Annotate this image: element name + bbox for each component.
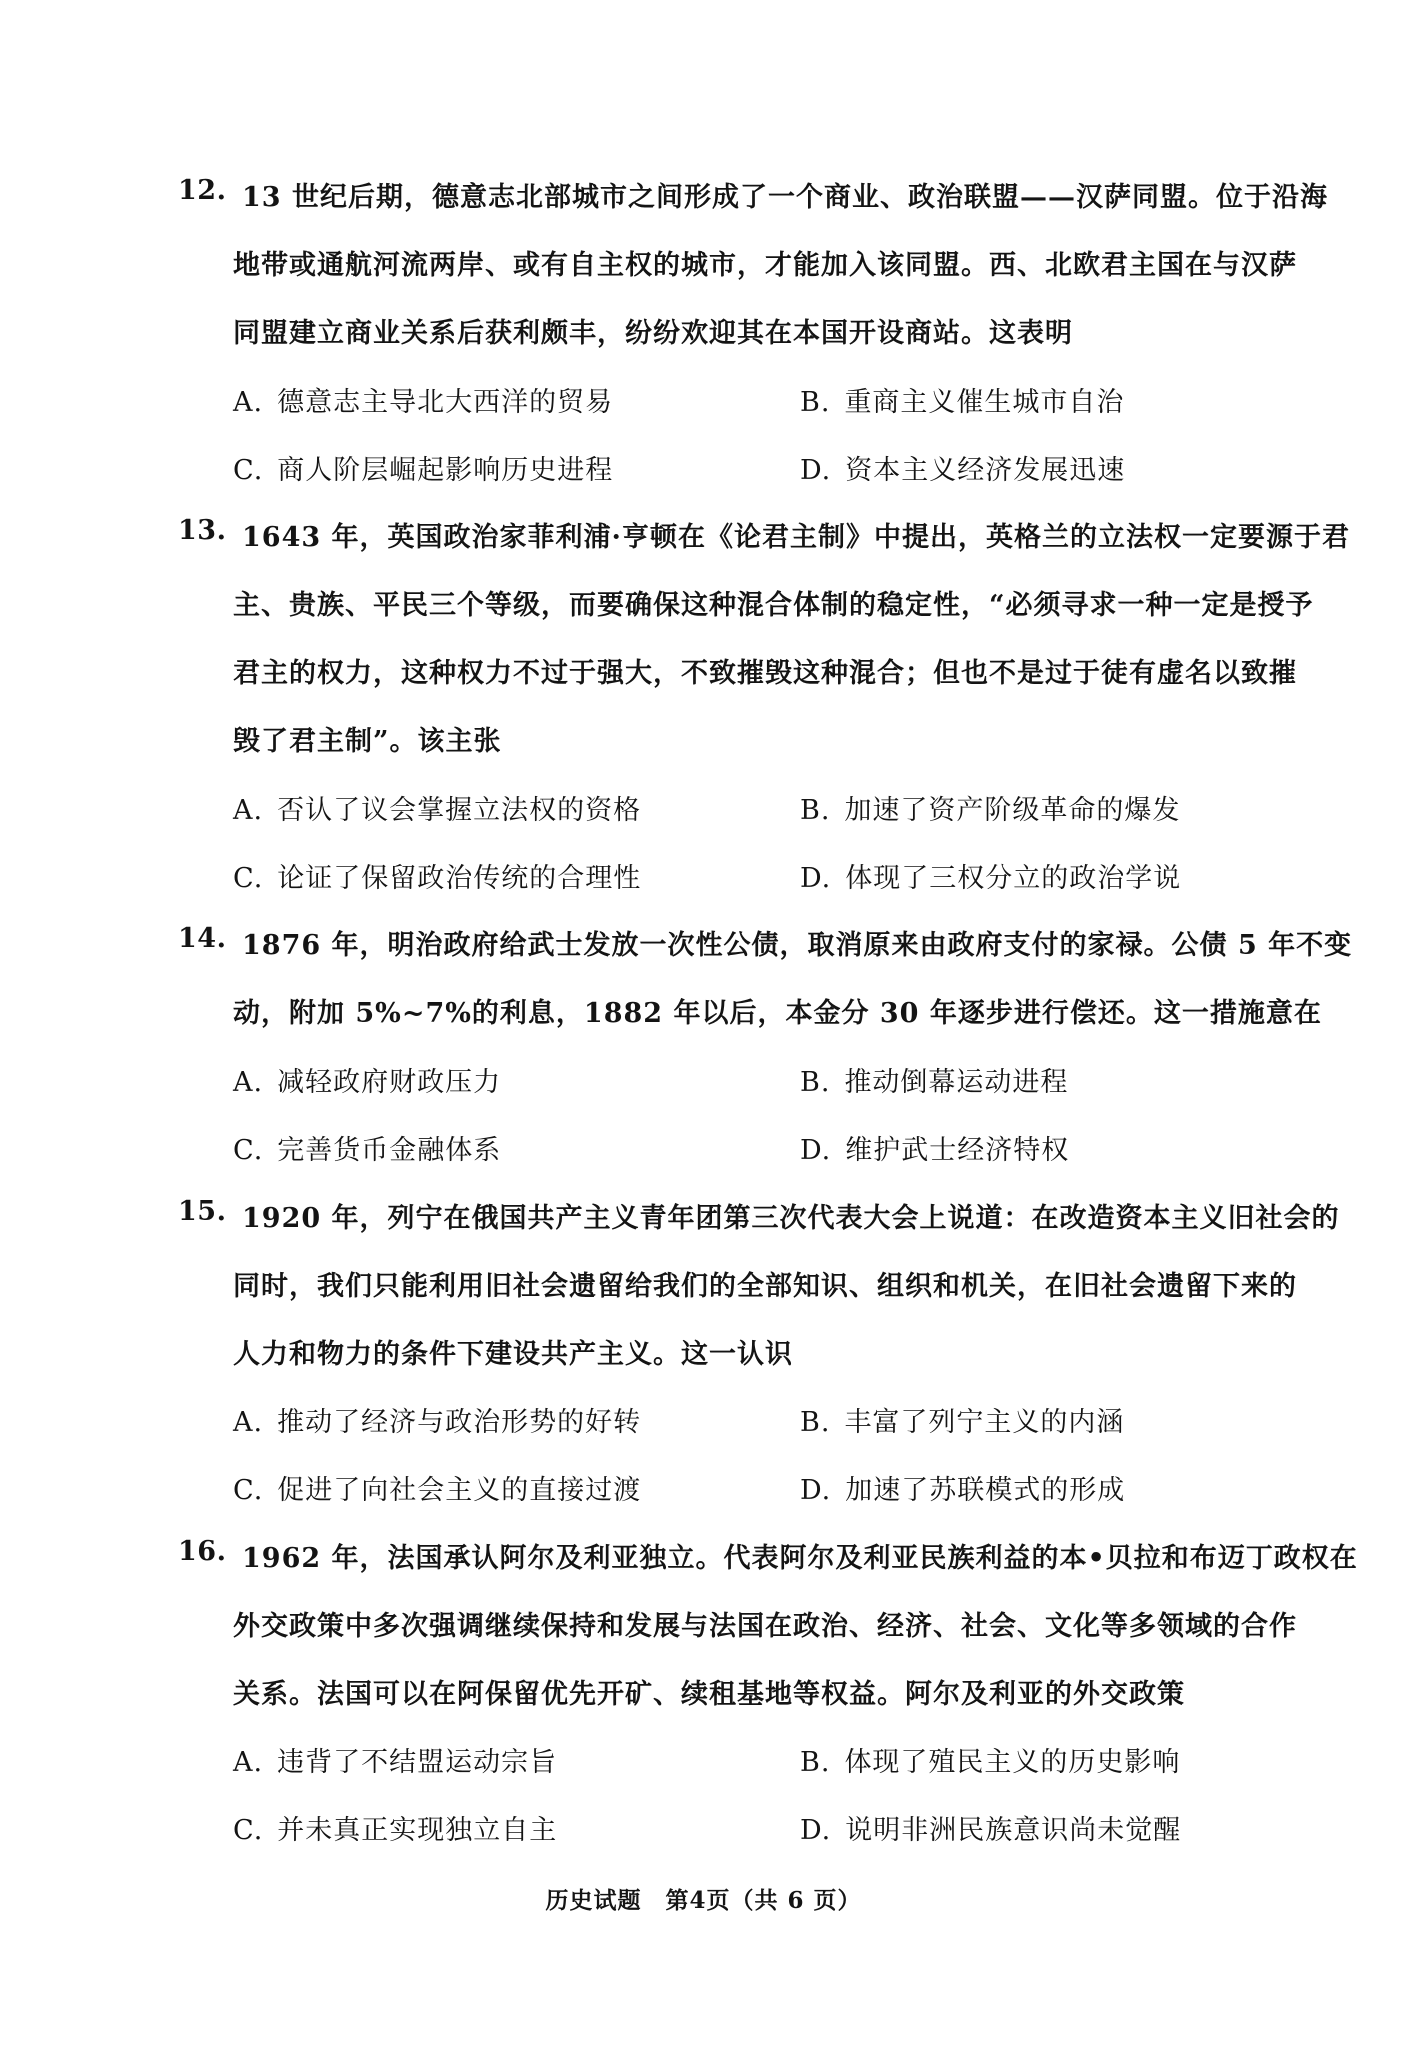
option-text: 论证了保留政治传统的合理性 xyxy=(277,863,642,894)
option-text: 减轻政府财政压力 xyxy=(277,1067,502,1098)
option-b xyxy=(800,1060,1068,1099)
question-stem-line: 君主的权力，这种权力不过于强大，不致摧毁这种混合；但也不是过于徒有虚名以致摧 xyxy=(233,658,1297,689)
option-letter: C. xyxy=(233,1815,264,1846)
option-a xyxy=(233,788,641,827)
option-letter: B. xyxy=(800,795,831,826)
option-c xyxy=(233,1808,557,1847)
option-d xyxy=(800,856,1181,895)
question-number: 14. xyxy=(178,923,227,954)
option-b xyxy=(800,1740,1180,1779)
option-a xyxy=(233,380,613,419)
question-number: 15. xyxy=(178,1196,227,1227)
question-stem-line: 1876 年，明治政府给武士发放一次性公债，取消原来由政府支付的家禄。公债 5 年不变 xyxy=(242,930,1353,961)
question-stem-line: 毁了君主制”。该主张 xyxy=(233,726,502,757)
option-text: 促进了向社会主义的直接过渡 xyxy=(277,1475,642,1506)
option-text: 维护武士经济特权 xyxy=(845,1135,1070,1166)
question-number: 13. xyxy=(178,515,227,546)
option-letter: D. xyxy=(800,455,832,486)
option-c xyxy=(233,1468,641,1507)
option-b xyxy=(800,380,1124,419)
option-letter: C. xyxy=(233,1475,264,1506)
option-b xyxy=(800,788,1180,827)
question-stem-line: 同盟建立商业关系后获利颇丰，纷纷欢迎其在本国开设商站。这表明 xyxy=(233,318,1073,349)
option-c xyxy=(233,1128,501,1167)
option-text: 推动了经济与政治形势的好转 xyxy=(277,1407,642,1438)
option-letter: A. xyxy=(233,387,264,418)
option-letter: B. xyxy=(800,1407,831,1438)
question-number: 16. xyxy=(178,1536,227,1567)
option-letter: C. xyxy=(233,863,264,894)
option-c xyxy=(233,856,641,895)
option-text: 说明非洲民族意识尚未觉醒 xyxy=(845,1815,1182,1846)
option-d xyxy=(800,1128,1069,1167)
option-text: 否认了议会掌握立法权的资格 xyxy=(277,795,642,826)
option-a xyxy=(233,1740,557,1779)
option-text: 丰富了列宁主义的内涵 xyxy=(844,1407,1125,1438)
question-stem-line: 地带或通航河流两岸、或有自主权的城市，才能加入该同盟。西、北欧君主国在与汉萨 xyxy=(233,250,1297,281)
option-letter: B. xyxy=(800,1067,831,1098)
question-stem-line: 动，附加 5%~7%的利息，1882 年以后，本金分 30 年逐步进行偿还。这一措施意在 xyxy=(233,998,1322,1029)
question-stem-line: 1643 年，英国政治家菲利浦·亨顿在《论君主制》中提出，英格兰的立法权一定要源于君 xyxy=(242,522,1350,553)
option-text: 体现了殖民主义的历史影响 xyxy=(844,1747,1181,1778)
option-letter: D. xyxy=(800,863,832,894)
question-number: 12. xyxy=(178,175,227,206)
option-d xyxy=(800,1808,1181,1847)
option-d xyxy=(800,448,1125,487)
question-stem-line: 1920 年，列宁在俄国共产主义青年团第三次代表大会上说道：在改造资本主义旧社会的 xyxy=(242,1203,1340,1234)
question-stem-line: 13 世纪后期，德意志北部城市之间形成了一个商业、政治联盟——汉萨同盟。位于沿海 xyxy=(242,182,1328,213)
option-d xyxy=(800,1468,1125,1507)
option-text: 推动倒幕运动进程 xyxy=(844,1067,1069,1098)
option-text: 完善货币金融体系 xyxy=(277,1135,502,1166)
option-letter: A. xyxy=(233,795,264,826)
option-text: 违背了不结盟运动宗旨 xyxy=(277,1747,558,1778)
question-stem-line: 人力和物力的条件下建设共产主义。这一认识 xyxy=(233,1339,793,1370)
question-stem-line: 关系。法国可以在阿保留优先开矿、续租基地等权益。阿尔及利亚的外交政策 xyxy=(233,1679,1185,1710)
option-letter: D. xyxy=(800,1815,832,1846)
option-letter: D. xyxy=(800,1475,832,1506)
option-letter: C. xyxy=(233,1135,264,1166)
page-footer: 历史试题 第4页（共 6 页） xyxy=(545,1887,862,1914)
question-stem-line: 外交政策中多次强调继续保持和发展与法国在政治、经济、社会、文化等多领域的合作 xyxy=(233,1611,1297,1642)
question-stem-line: 主、贵族、平民三个等级，而要确保这种混合体制的稳定性，“必须寻求一种一定是授予 xyxy=(233,590,1314,621)
option-a xyxy=(233,1060,501,1099)
option-text: 体现了三权分立的政治学说 xyxy=(845,863,1182,894)
option-letter: B. xyxy=(800,387,831,418)
option-letter: D. xyxy=(800,1135,832,1166)
option-text: 加速了苏联模式的形成 xyxy=(845,1475,1126,1506)
option-b xyxy=(800,1400,1124,1439)
option-text: 并未真正实现独立自主 xyxy=(277,1815,558,1846)
question-stem-line: 同时，我们只能利用旧社会遗留给我们的全部知识、组织和机关，在旧社会遗留下来的 xyxy=(233,1271,1297,1302)
option-letter: A. xyxy=(233,1407,264,1438)
option-text: 商人阶层崛起影响历史进程 xyxy=(277,455,614,486)
option-letter: C. xyxy=(233,455,264,486)
option-letter: A. xyxy=(233,1067,264,1098)
option-text: 加速了资产阶级革命的爆发 xyxy=(844,795,1181,826)
question-stem-line: 1962 年，法国承认阿尔及利亚独立。代表阿尔及利亚民族利益的本•贝拉和布迈丁政权在 xyxy=(242,1543,1358,1574)
option-text: 重商主义催生城市自治 xyxy=(844,387,1125,418)
option-c xyxy=(233,448,613,487)
option-text: 资本主义经济发展迅速 xyxy=(845,455,1126,486)
option-a xyxy=(233,1400,641,1439)
option-letter: A. xyxy=(233,1747,264,1778)
option-letter: B. xyxy=(800,1747,831,1778)
option-text: 德意志主导北大西洋的贸易 xyxy=(277,387,614,418)
